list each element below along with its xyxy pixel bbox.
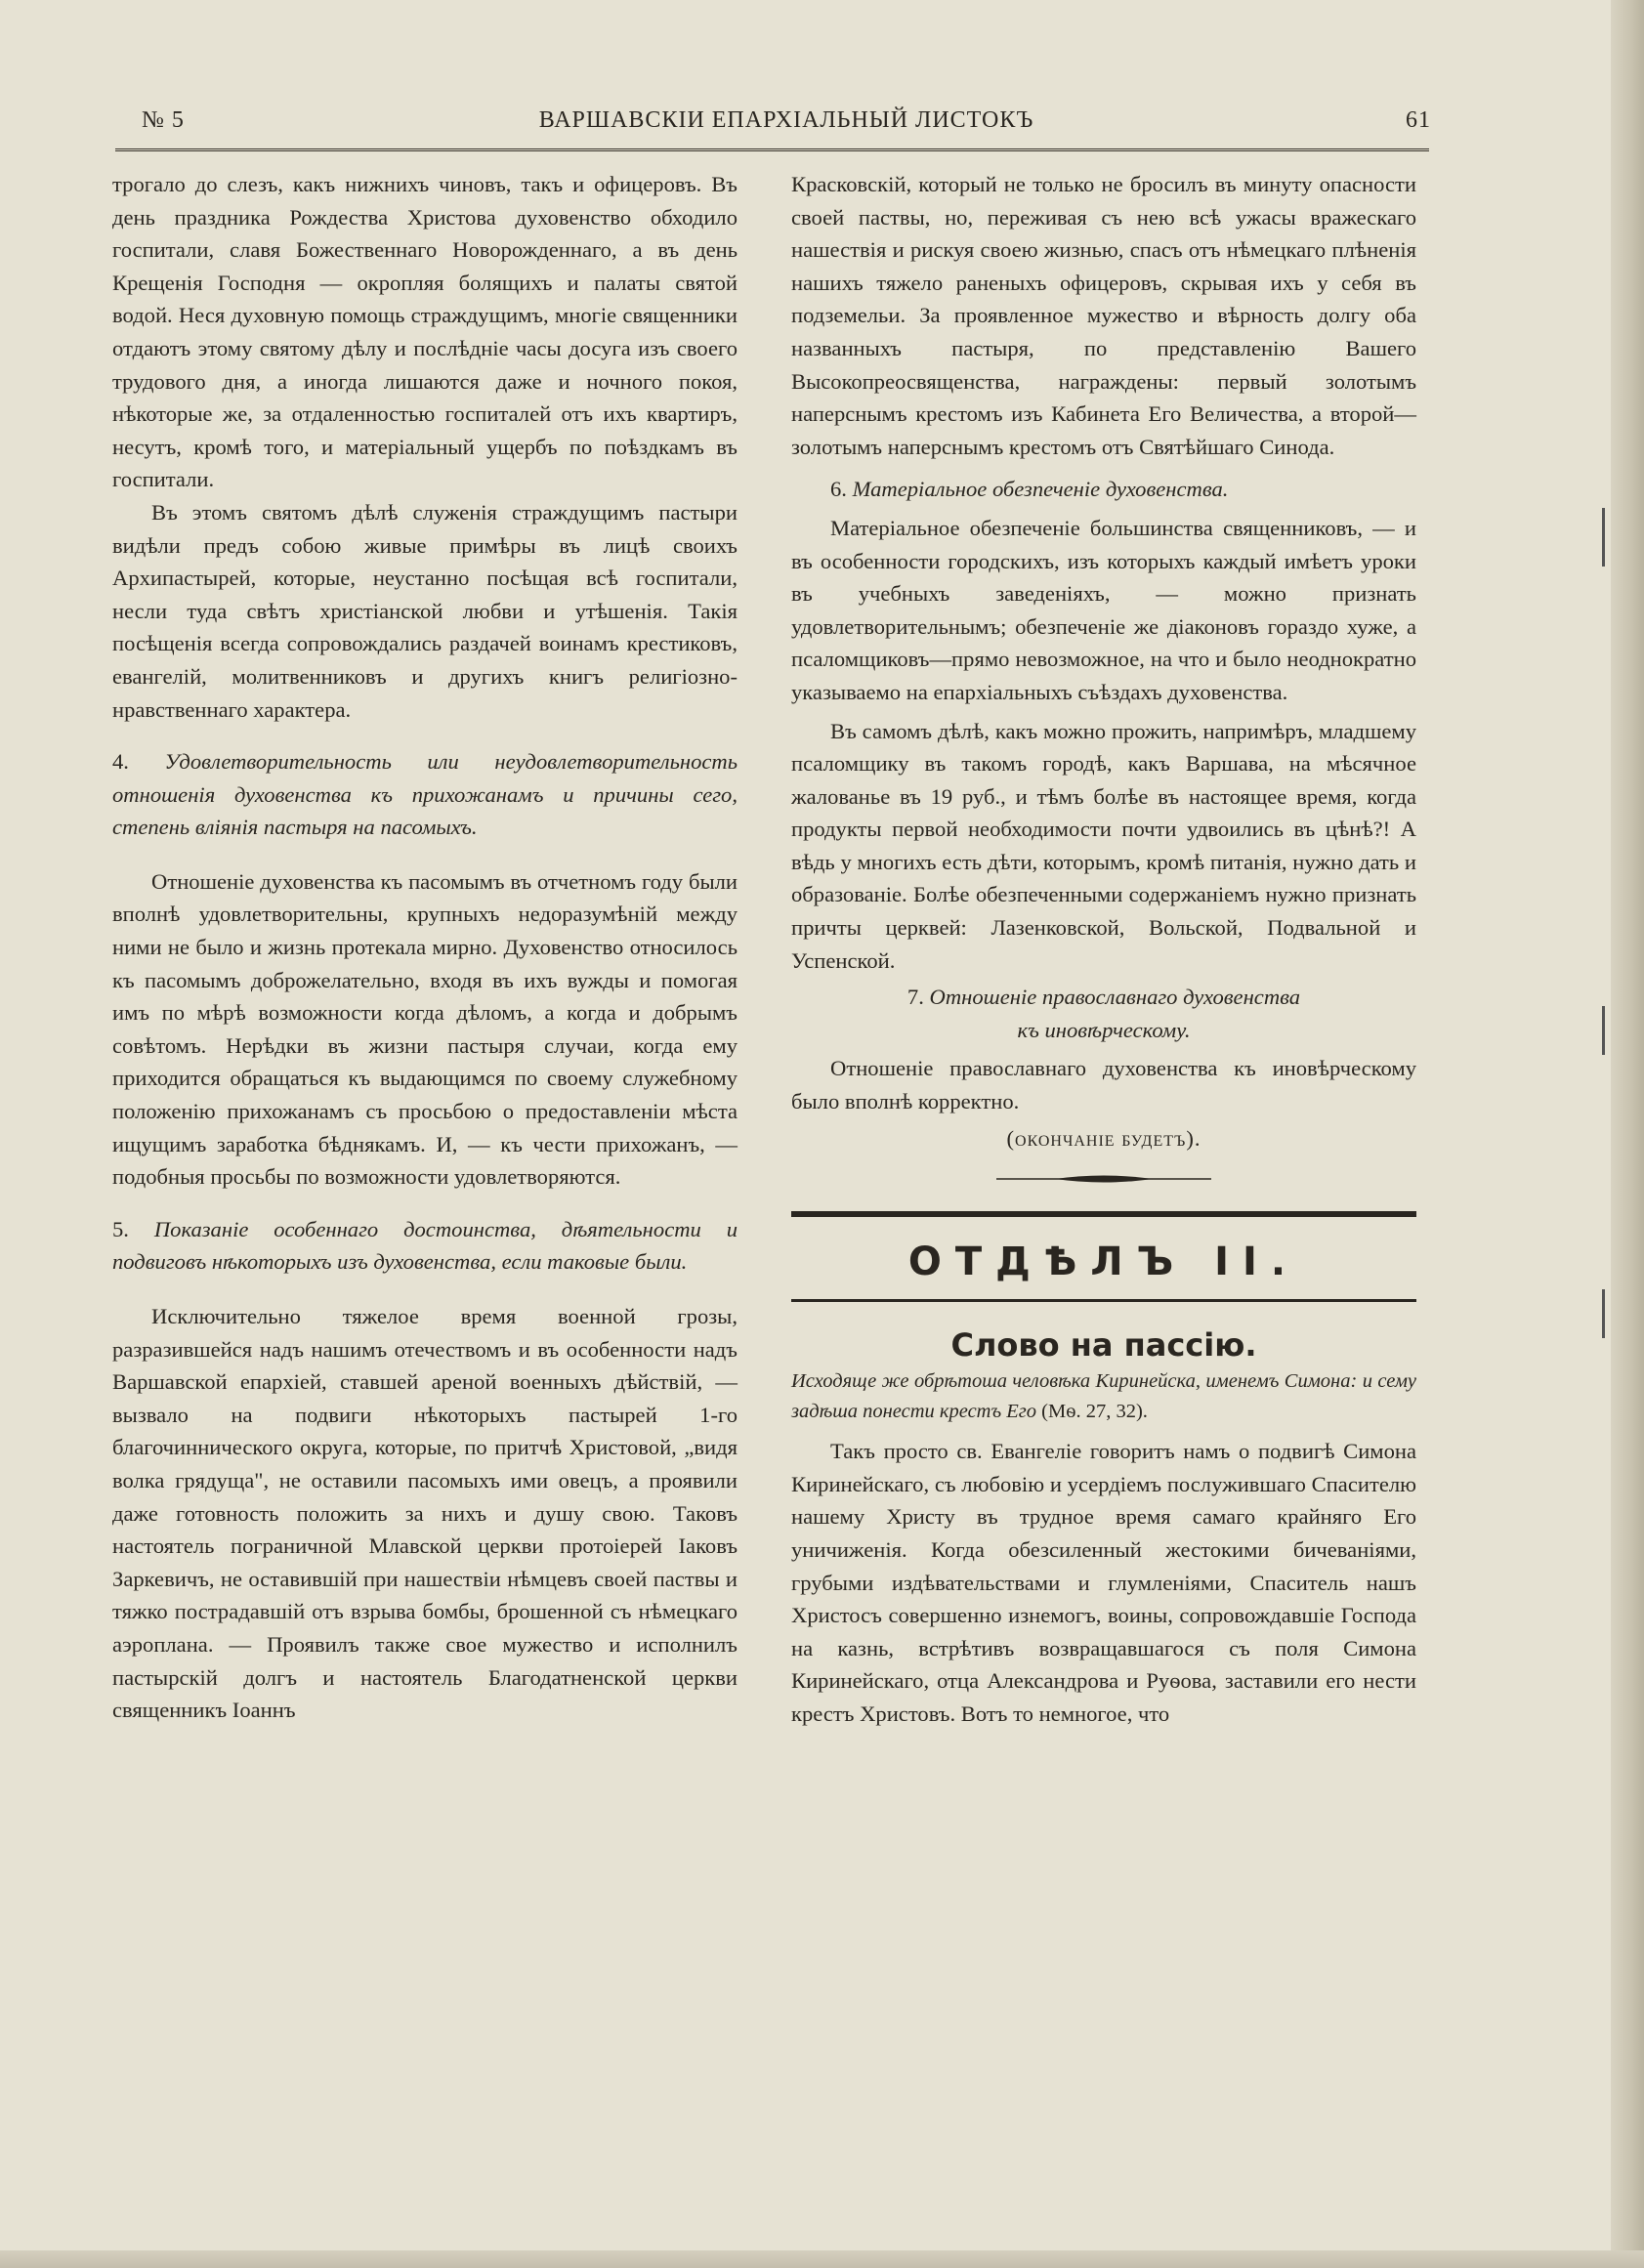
- margin-mark: [1602, 1289, 1605, 1338]
- section-heading-6: [791, 473, 1416, 506]
- section-number: 4.: [112, 749, 129, 775]
- paragraph: Такъ просто св. Евангеліе говоритъ намъ о подвигѣ Симона Киринейскаго, съ любовію и усердіемъ послужившаго Спасителю нашему Христу въ трудное время самаго крайняго Его уничиженія. Когда обезсиленный жестокими бичеваніями, грубыми издѣвательствами и глумленіями, Спаситель нашъ Христосъ совершенно изнемогъ, воины, сопровождавшіе Господа на казнь, встрѣтивъ возвращавшагося съ поля Симона Киринейскаго, отца Александрова и Руѳова, заставили его нести крестъ Христовъ. Вотъ то немногое, что: [791, 1439, 1416, 1726]
- section-number: 6.: [830, 477, 847, 502]
- spacer: [112, 844, 738, 865]
- page-bottom-edge: [0, 2250, 1644, 2268]
- section-heading-5: [112, 1213, 738, 1279]
- running-header: [142, 100, 1431, 139]
- section-heading-7: [791, 981, 1416, 1046]
- paragraph: Матеріальное обезпеченіе большинства священниковъ, — и въ особенности городскихъ, изъ которыхъ каждый имѣетъ уроки въ учебныхъ заведеніяхъ, — можно признать удовлетворительнымъ; обезпеченіе же діаконовъ гораздо хуже, а псаломщиковъ—прямо невозможное, на что и было неоднократно указываемо на епархіальныхъ съѣздахъ духовенства.: [791, 515, 1416, 704]
- spacer: [791, 1427, 1416, 1435]
- right-column: [791, 168, 1416, 1731]
- continuation-note: (окончаніе будетъ).: [1006, 1125, 1201, 1151]
- paragraph: Красковскій, который не только не бросилъ въ минуту опасности своей паствы, но, переживая съ нею всѣ ужасы вражескаго нашествія и рискуя своею жизнью, спасъ отъ нѣмецкаго плѣненія нашихъ тяжело раненыхъ офицеровъ, скрывая ихъ у себя въ подземельи. За проявленное мужество и вѣрность долгу оба названныхъ пастыря, по представленію Вашего Высокопреосвященства, награждены: первый золотымъ наперснымъ крестомъ изъ Кабинета Его Величества, а второй—золотымъ наперснымъ крестомъ отъ Святѣйшаго Синода.: [791, 172, 1416, 459]
- page-number: 61: [1406, 107, 1431, 133]
- epigraph: [791, 1366, 1416, 1427]
- section-title-otdel: ОТДѢЛЪ II.: [907, 1239, 1300, 1285]
- section-title: Удовлетворительность или неудовлетворительность отношенія духовенства къ прихожанамъ и причины сего, степень вліянія пастыря на пасомыхъ.: [112, 749, 738, 840]
- issue-number: № 5: [142, 107, 185, 133]
- spacer: [112, 1279, 738, 1300]
- sermon-title: Слово на пассію.: [950, 1326, 1257, 1365]
- margin-mark: [1602, 508, 1605, 567]
- epigraph-reference: (Мѳ. 27, 32).: [1041, 1401, 1148, 1423]
- epigraph-text: Исходяще же обрѣтоша человѣка Киринейска, именемъ Симона: и сему задѣша понести крестъ Его: [791, 1370, 1416, 1423]
- section-title-line1: Отношеніе православнаго духовенства: [929, 985, 1301, 1010]
- paragraph: Отношеніе духовенства къ пасомымъ въ отчетномъ году были вполнѣ удовлетворительны, крупныхъ недоразумѣній между ними не было и жизнь протекала мирно. Духовенство относилось къ пасомымъ доброжелательно, входя въ ихъ вужды и помогая имъ по мѣрѣ возможности когда дѣломъ, а когда и добрымъ совѣтомъ. Нерѣдки въ жизни пастыря случаи, когда ему приходится обращаться къ выдающимся по своему служебному положенію прихожанамъ съ просьбою о предоставленіи мѣста ищущимъ заработка бѣднякамъ. И, — къ чести прихожанъ, — подобныя просьбы по возможности удовлетворяются.: [112, 868, 738, 1190]
- paragraph: Исключительно тяжелое время военной грозы, разразившейся надъ нашимъ отечествомъ и въ особенности надъ Варшавской епархіей, ставшей ареной военныхъ дѣйствій, — вызвало на подвиги нѣкоторыхъ пастырей 1-го благочиннического округа, которые, по притчѣ Христовой, „видя волка грядуща", не оставили пасомыхъ ими овецъ, а проявили даже готовность положить за нихъ и душу свою. Таковъ настоятель пограничной Млавской церкви протоіерей Іаковъ Заркевичъ, не оставившій при нашествіи нѣмцевъ своей паствы и тяжко пострадавшій отъ взрыва бомбы, брошенной съ нѣмецкаго аэроплана. — Проявилъ также свое мужество и исполнилъ пастырскій долгъ и настоятель Благодатненской церкви священникъ Іоаннъ: [112, 1304, 738, 1723]
- paragraph: Въ самомъ дѣлѣ, какъ можно прожить, напримѣръ, младшему псаломщику въ такомъ городѣ, какъ Варшава, на мѣсячное жалованье въ 19 руб., и тѣмъ болѣе въ настоящее время, когда продукты первой необходимости почти удвоились въ цѣнѣ?! А вѣдь у многихъ есть дѣти, которымъ, кромѣ питанія, нужно дать и образованіе. Болѣе обезпеченными содержаніемъ нужно признать причты церквей: Лазенковской, Вольской, Подвальной и Успенской.: [791, 718, 1416, 973]
- section-number: 7.: [906, 985, 924, 1010]
- header-rule: [115, 148, 1429, 151]
- section-title: Показаніе особеннаго достоинства, дѣятельности и подвиговъ нѣкоторыхъ изъ духовенства, если таковые были.: [112, 1216, 738, 1275]
- paragraph: трогало до слезъ, какъ нижнихъ чиновъ, такъ и офицеровъ. Въ день праздника Рождества Христова духовенство обходило госпитали, славя Божественнаго Новорожденнаго, а въ день Крещенія Господня — окропляя болящихъ и палаты святой водой. Неся духовную помощь страждущимъ, многіе священники отдаютъ этому святому дѣлу и послѣдніе часы досуга изъ своего трудового дня, а иногда лишаются даже и ночного покоя, нѣкоторые же, за отдаленностью госпиталей отъ ихъ квартиръ, несутъ, кромѣ того, и матеріальный ущербъ по поѣздкамъ въ госпитали.: [112, 172, 738, 492]
- section-title-line2: къ иновѣрческому.: [1017, 1017, 1191, 1042]
- section-number: 5.: [112, 1216, 129, 1241]
- paragraph: Отношеніе православнаго духовенства къ иновѣрческому было вполнѣ корректно.: [791, 1056, 1416, 1114]
- page-spine: [1611, 0, 1644, 2268]
- ornament-divider-icon: [996, 1172, 1211, 1186]
- section-title: Матеріальное обезпеченіе духовенства.: [852, 477, 1229, 502]
- section-rule-top: [791, 1211, 1416, 1217]
- left-column: [112, 168, 738, 1727]
- margin-mark: [1602, 1006, 1605, 1055]
- paragraph: Въ этомъ святомъ дѣлѣ служенія страждущимъ пастыри видѣли предъ собою живые примѣры въ лицѣ своихъ Архипастырей, которые, неустанно посѣщая всѣ госпитали, несли туда свѣтъ христіанской любви и утѣшенія. Такія посѣщенія всегда сопровождались раздачей воинамъ крестиковъ, евангелій, молитвенниковъ и другихъ книгъ религіозно-нравственнаго характера.: [112, 499, 738, 722]
- journal-title: ВАРШАВСКІИ ЕПАРХІАЛЬНЫЙ ЛИСТОКЪ: [538, 107, 1034, 133]
- section-rule-bottom: [791, 1299, 1416, 1302]
- section-heading-4: [112, 745, 738, 844]
